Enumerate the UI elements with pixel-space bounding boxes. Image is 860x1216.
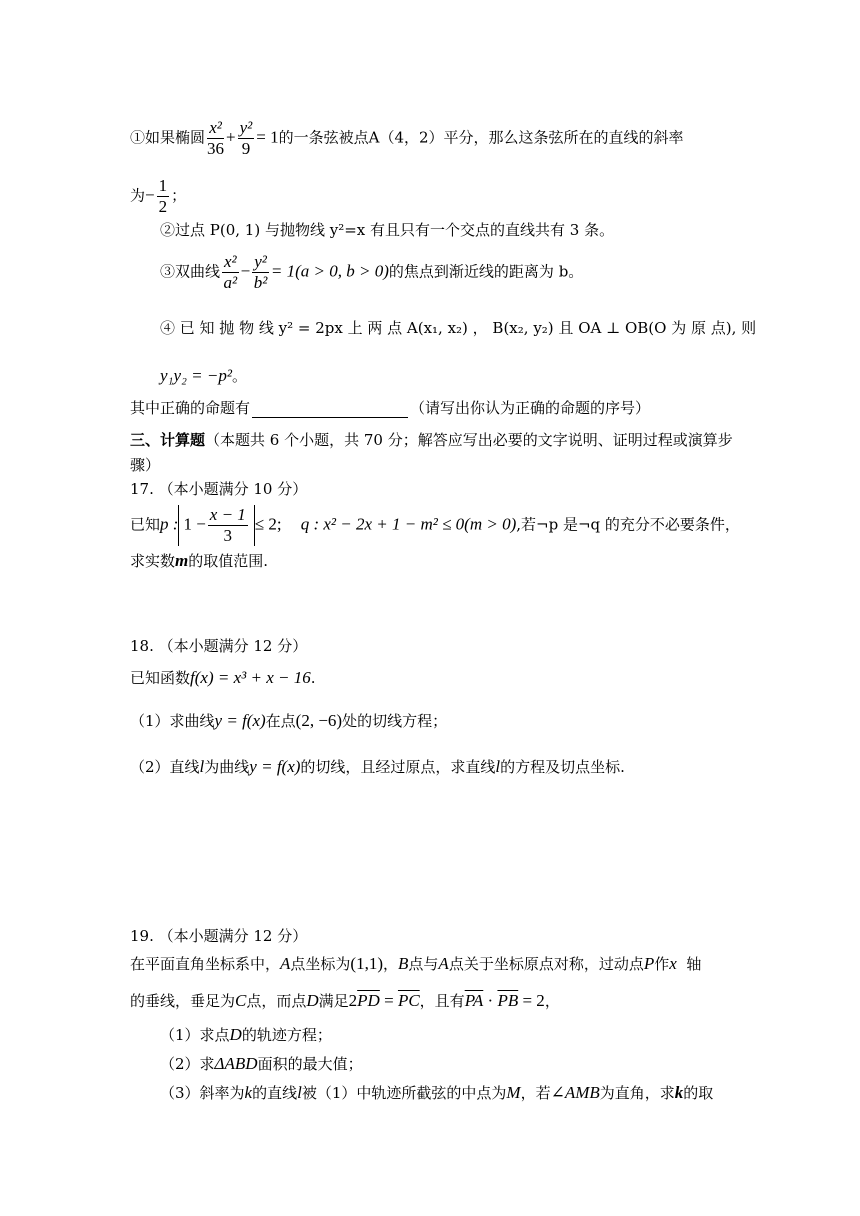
fraction-x2-over-a2: $\frac{\text{x²}}{\text{a²}}$ — [223, 252, 238, 292]
item-1-text: ①如果椭圆 — [130, 128, 206, 147]
vector-PA: $\overline{PA}$ — [464, 991, 484, 1010]
item-1-line-2: 为− $\frac{1}{2}$ ； — [130, 176, 187, 216]
fraction-y2-over-b2: $\frac{\text{y²}}{\text{b²}}$ — [253, 252, 268, 292]
q19-line-2: 的垂线，垂足为C点，而点D满足$2\overline{PD} = \overline{PC}$，且有$\overline{PA} \cdot \overline{PB} = 2$， — [130, 991, 560, 1010]
q17-line-2: 求实数m的取值范围. — [130, 551, 269, 570]
q17-line-1: 已知p : 1 − $\frac{x - 1}{3}$ ≤ 2; q : x² − 2x + 1 − m² ≤ 0(m > 0),若¬p 是¬q 的充分不必要条件， — [130, 505, 740, 545]
q19-part-2: （2）求ΔABD面积的最大值； — [160, 1054, 363, 1073]
section-3-desc-cont: 骤） — [130, 456, 161, 474]
item-3: ③双曲线 $\frac{\text{x²}}{\text{a²}}$ − $\frac{\text{y²}}{\text{b²}}$ = 1(a > 0, b > 0)的焦点到渐近线的距离为 b。 — [160, 252, 584, 292]
answer-blank[interactable] — [252, 403, 408, 418]
item-4-line-1: ④ 已 知 抛 物 线 y² = 2px 上 两 点 A(x₁, x₂) ， B(x₂, y₂) 且 OA ⊥ OB(O 为 原 点), 则 — [160, 319, 757, 337]
section-3-header: 三、计算题（本题共 6 个小题，共 70 分；解答应写出必要的文字说明、证明过程或演算步 — [130, 431, 733, 449]
vector-PD: $\overline{PD}$ — [357, 991, 380, 1010]
vector-PC: $\overline{PC}$ — [397, 991, 420, 1010]
answer-blank-line: 其中正确的命题有 （请写出你认为正确的命题的序号） — [130, 399, 651, 417]
q19-header: 19. （本小题满分 12 分） — [130, 927, 308, 945]
item-4-line-2: y₁y₂ = −p²。 — [160, 366, 247, 385]
q19-part-3: （3）斜率为k的直线l被（1）中轨迹所截弦的中点为M，若∠AMB为直角，求k的取 — [160, 1083, 714, 1102]
q19-part-1: （1）求点D的轨迹方程； — [160, 1025, 332, 1044]
fraction-x-minus-1-over-3: $\frac{x - 1}{3}$ — [209, 505, 246, 545]
q18-part-2: （2）直线l为曲线y = f(x)的切线，且经过原点，求直线l的方程及切点坐标. — [130, 757, 625, 776]
q19-line-1: 在平面直角坐标系中，A点坐标为(1,1)，B点与A点关于坐标原点对称，过动点P作x 轴 — [130, 954, 702, 973]
vector-PB: $\overline{PB}$ — [497, 991, 519, 1010]
q18-part-1: （1）求曲线y = f(x)在点(2, −6)处的切线方程； — [130, 711, 448, 730]
absolute-value: 1 − $\frac{x - 1}{3}$ — [178, 505, 254, 546]
section-3-title: 三、计算题 — [130, 431, 206, 449]
item-1-line-1: ①如果椭圆 $\frac{\text{x²}}{36}$ + $\frac{\text{y²}}{9}$ = 1的一条弦被点A（4，2）平分，那么这条弦所在的直线的斜率 — [130, 118, 684, 158]
fraction-x2-over-36: $\frac{\text{x²}}{36}$ — [207, 118, 225, 158]
fraction-1-over-2: $\frac{1}{2}$ — [158, 176, 168, 216]
q17-header: 17. （本小题满分 10 分） — [130, 480, 308, 498]
q18-header: 18. （本小题满分 12 分） — [130, 637, 308, 655]
item-2: ②过点 P(0, 1) 与抛物线 y²=x 有且只有一个交点的直线共有 3 条。 — [160, 221, 615, 239]
fraction-y2-over-9: $\frac{\text{y²}}{9}$ — [239, 118, 253, 158]
q18-line-1: 已知函数f(x) = x³ + x − 16. — [130, 668, 316, 687]
